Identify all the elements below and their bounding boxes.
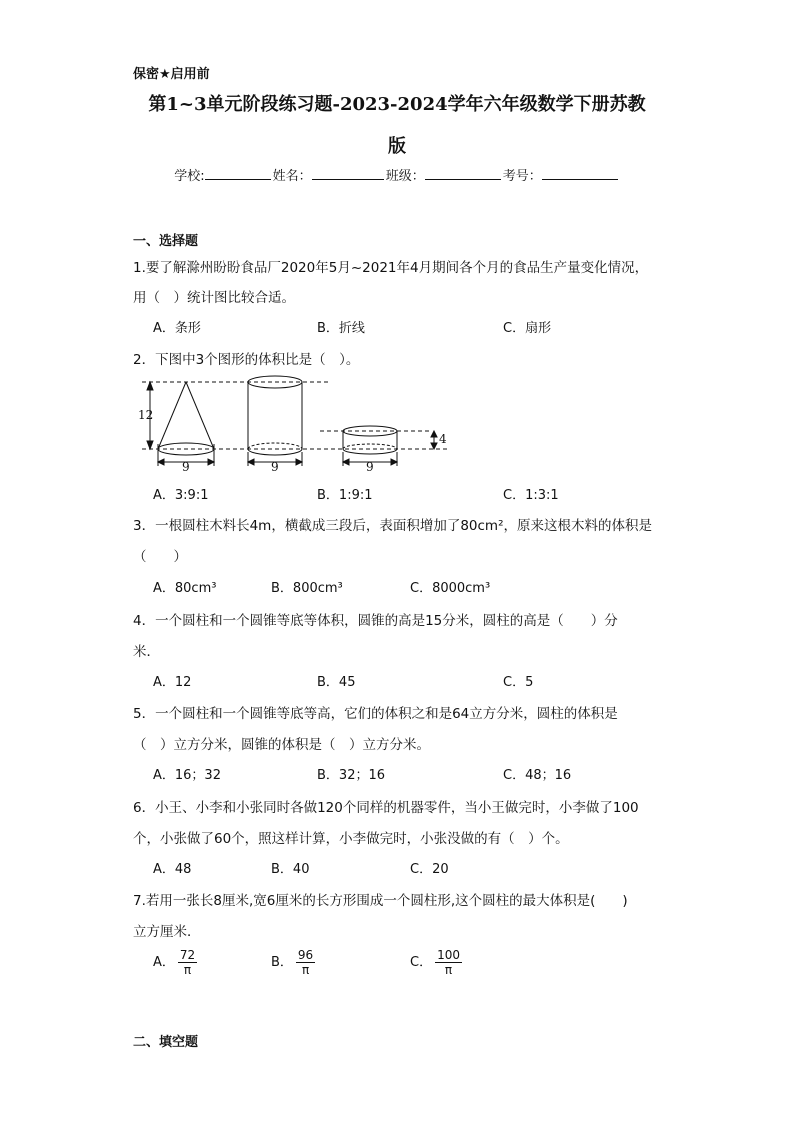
small-height-arrow-head-bottom <box>431 443 437 449</box>
cylinder1-bottom-back <box>248 443 302 449</box>
q7-option-c[interactable] <box>410 948 462 977</box>
q7-option-b-denominator: π <box>301 963 310 977</box>
page-title-line2: 版 <box>388 136 406 157</box>
number-label: 考号： <box>502 169 542 184</box>
height-label-12: 12 <box>138 408 154 422</box>
q7-option-a-letter: A． <box>153 955 175 970</box>
height-arrow-head-bottom <box>147 441 153 449</box>
q1-option-a[interactable]: A．条形 <box>153 321 201 336</box>
cone-left-edge <box>158 382 186 449</box>
school-blank[interactable] <box>205 167 271 180</box>
q3-text-line1: 3．一根圆柱木料长4m，横截成三段后，表面积增加了80cm²，原来这根木料的体积是 <box>133 518 652 534</box>
height-arrow-head-top <box>147 382 153 390</box>
q7-option-a-numerator: 72 <box>179 948 196 962</box>
q5-text-line2: （ ）立方分米，圆锥的体积是（ ）立方分米。 <box>133 737 430 753</box>
diameter-label-2: 9 <box>271 460 279 474</box>
q4-option-b[interactable]: B．45 <box>317 675 356 690</box>
student-info-row <box>0 165 794 184</box>
q7-option-b-numerator: 96 <box>297 948 314 962</box>
cone-right-edge <box>186 382 214 449</box>
q2-shapes-figure <box>130 372 460 477</box>
section-heading-fill: 二、填空题 <box>133 1035 199 1050</box>
q7-option-b-fraction <box>296 948 315 977</box>
q6-option-a[interactable]: A．48 <box>153 862 192 877</box>
q7-option-c-letter: C． <box>410 955 433 970</box>
q7-option-a-fraction <box>178 948 197 977</box>
confidential-label: 保密★启用前 <box>133 67 210 82</box>
q5-option-a[interactable]: A．16；32 <box>153 768 221 783</box>
q7-option-b-letter: B． <box>271 955 293 970</box>
q2-option-b[interactable]: B．1:9:1 <box>317 488 373 503</box>
q2-text: 2．下图中3个图形的体积比是（ ）。 <box>133 352 360 368</box>
q2-option-a[interactable]: A．3:9:1 <box>153 488 209 503</box>
number-blank[interactable] <box>542 167 618 180</box>
small-height-arrow-head-top <box>431 431 437 437</box>
class-blank[interactable] <box>425 167 501 180</box>
class-label: 班级： <box>385 169 425 184</box>
q4-text-line2: 米． <box>133 644 160 660</box>
name-blank[interactable] <box>312 167 384 180</box>
q4-option-a[interactable]: A．12 <box>153 675 192 690</box>
q6-text-line1: 6．小王、小李和小张同时各做120个同样的机器零件，当小王做完时，小李做了100 <box>133 800 639 816</box>
diameter-label-1: 9 <box>182 460 190 474</box>
q7-text-line2: 立方厘米． <box>133 924 201 940</box>
q6-option-b[interactable]: B．40 <box>271 862 310 877</box>
q7-option-c-numerator: 100 <box>437 948 460 962</box>
school-label: 学校: <box>174 169 205 184</box>
cylinder1-bottom-front <box>248 449 302 455</box>
q1-text-line1: 1.要了解滁州盼盼食品厂2020年5月~2021年4月期间各个月的食品生产量变化情况， <box>133 260 649 276</box>
q3-option-c[interactable]: C．8000cm³ <box>410 581 491 596</box>
q5-text-line1: 5．一个圆柱和一个圆锥等底等高，它们的体积之和是64立方分米，圆柱的体积是 <box>133 706 618 722</box>
q5-option-b[interactable]: B．32；16 <box>317 768 386 783</box>
page-title-line1: 第1~3单元阶段练习题-2023-2024学年六年级数学下册苏教 <box>148 94 646 115</box>
height-label-4: 4 <box>439 432 447 446</box>
cylinder2-bottom-back <box>343 444 397 449</box>
q1-option-b[interactable]: B．折线 <box>317 321 365 336</box>
q3-text-line2: （ ） <box>133 549 187 565</box>
q4-text-line1: 4．一个圆柱和一个圆锥等底等体积，圆锥的高是15分米，圆柱的高是（ ）分 <box>133 613 618 629</box>
q6-option-c[interactable]: C．20 <box>410 862 449 877</box>
q1-text-line2: 用（ ）统计图比较合适。 <box>133 290 295 306</box>
diameter-label-3: 9 <box>366 460 374 474</box>
q2-option-c[interactable]: C．1:3:1 <box>503 488 559 503</box>
q3-option-a[interactable]: A．80cm³ <box>153 581 217 596</box>
cylinder2-bottom-front <box>343 449 397 454</box>
section-heading-choice: 一、选择题 <box>133 234 199 249</box>
q1-option-c[interactable]: C．扇形 <box>503 321 552 336</box>
q7-option-c-fraction <box>435 948 462 977</box>
q4-option-c[interactable]: C．5 <box>503 675 534 690</box>
q7-option-c-denominator: π <box>444 963 453 977</box>
q7-text-line1: 7.若用一张长8厘米,宽6厘米的长方形围成一个圆柱形,这个圆柱的最大体积是( ) <box>133 893 628 909</box>
q7-option-a-denominator: π <box>183 963 192 977</box>
q5-option-c[interactable]: C．48；16 <box>503 768 572 783</box>
name-label: 姓名： <box>272 169 312 184</box>
q3-option-b[interactable]: B．800cm³ <box>271 581 343 596</box>
q6-text-line2: 个，小张做了60个，照这样计算，小李做完时，小张没做的有（ ）个。 <box>133 831 569 847</box>
q7-option-b[interactable] <box>271 948 315 977</box>
q7-option-a[interactable] <box>153 948 197 977</box>
